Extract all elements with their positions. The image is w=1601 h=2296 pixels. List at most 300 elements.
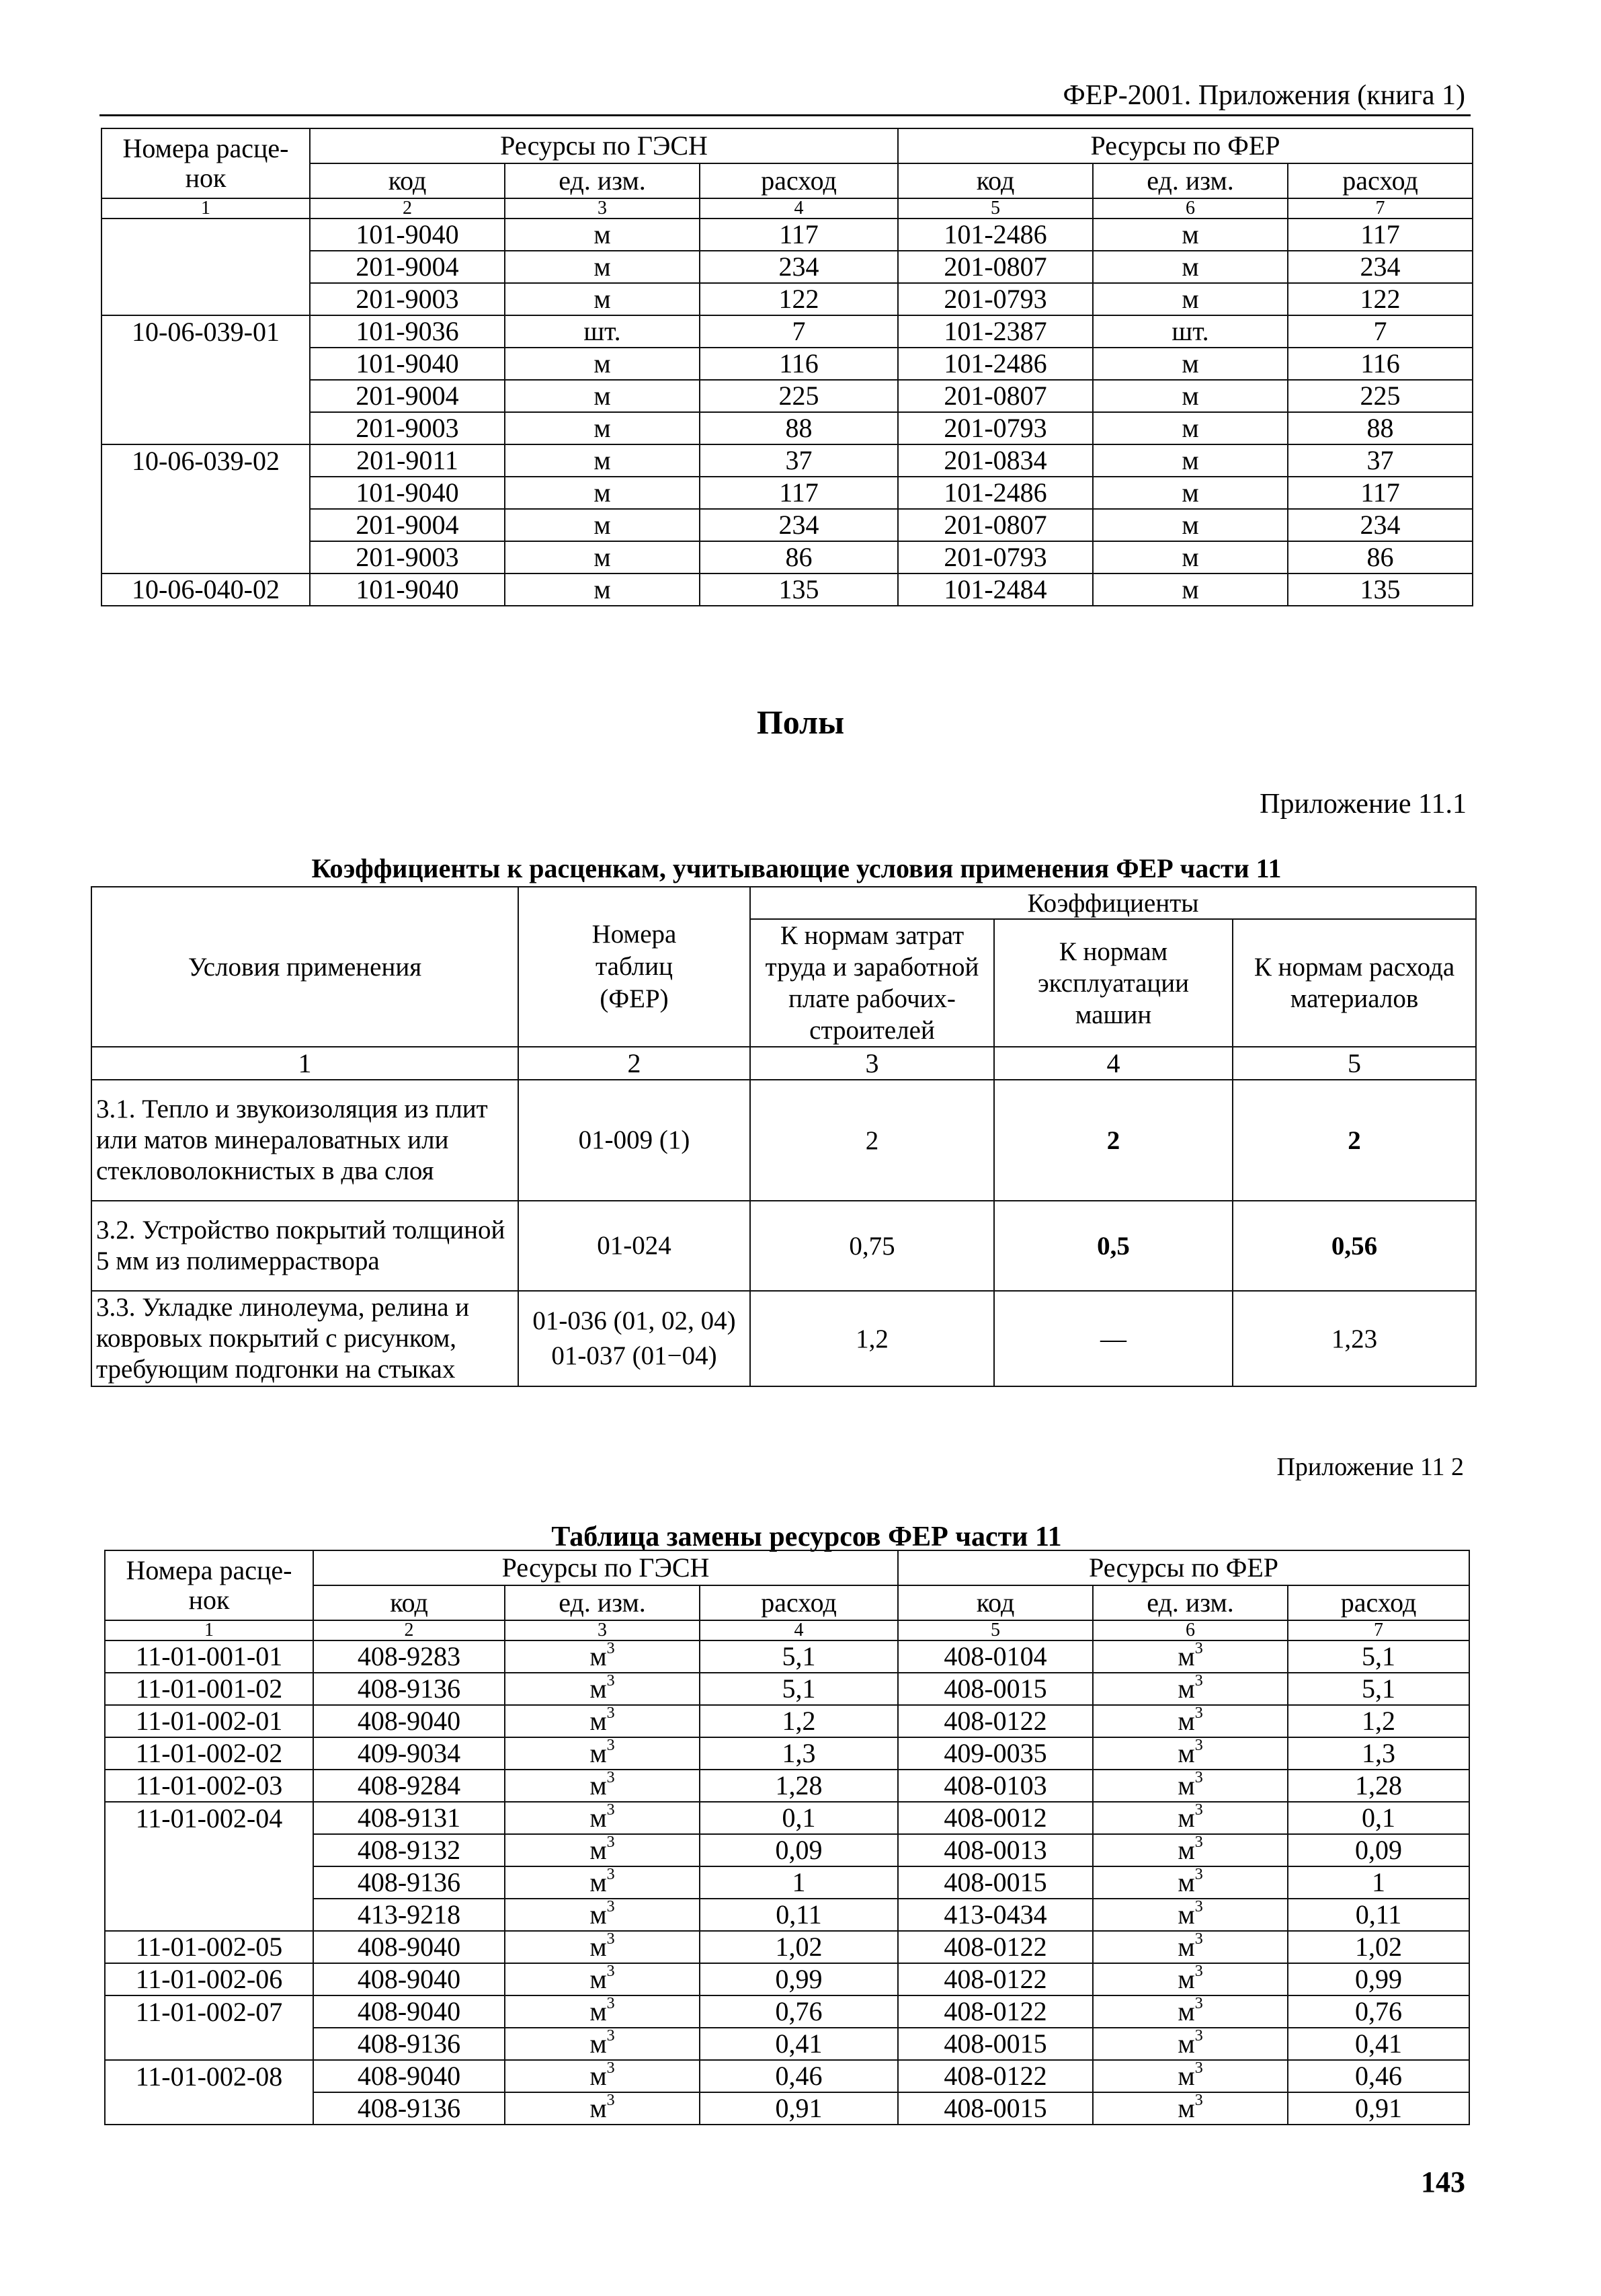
unit-cell bbox=[1093, 1963, 1288, 1995]
gesn-usage-cell: 116 bbox=[700, 348, 898, 380]
fer-usage-cell: 116 bbox=[1288, 348, 1473, 380]
labor-coefficient-cell: 0,75 bbox=[750, 1201, 994, 1291]
gesn-code-cell: 408-9040 bbox=[313, 1931, 505, 1963]
table-row bbox=[105, 1995, 1469, 2028]
gesn-usage-cell: 0,76 bbox=[700, 1995, 898, 2028]
unit-base: м bbox=[589, 1641, 607, 1671]
unit-exponent: 3 bbox=[606, 1834, 615, 1852]
rate-number-cell: 11-01-002-06 bbox=[105, 1963, 313, 1995]
unit-exponent: 3 bbox=[1194, 1640, 1203, 1658]
running-header: ФЕР-2001. Приложения (книга 1) bbox=[1063, 80, 1465, 111]
unit-cell bbox=[505, 1866, 700, 1899]
unit-cell bbox=[1093, 1802, 1288, 1834]
unit-base: м bbox=[589, 1932, 607, 1962]
fer-code-cell: 408-0015 bbox=[898, 2028, 1093, 2060]
gesn-usage-cell: 1,28 bbox=[700, 1770, 898, 1802]
unit-base: м bbox=[1178, 2028, 1195, 2059]
gesn-code-cell: 101-9040 bbox=[310, 477, 505, 509]
col-code-header: код bbox=[310, 163, 505, 198]
fer-unit-cell: м bbox=[1093, 573, 1288, 606]
rate-number-cell bbox=[105, 1899, 313, 1931]
gesn-code-cell: 408-9284 bbox=[313, 1770, 505, 1802]
fer-code-cell: 408-0122 bbox=[898, 1931, 1093, 1963]
unit-exponent: 3 bbox=[1194, 1802, 1203, 1819]
rate-number-cell bbox=[101, 412, 310, 444]
table-row bbox=[101, 412, 1473, 444]
unit-base: м bbox=[1178, 1803, 1195, 1833]
fer-usage-cell: 1,02 bbox=[1288, 1931, 1469, 1963]
unit-cell bbox=[505, 2092, 700, 2125]
col-unit-header: ед. изм. bbox=[505, 1585, 700, 1620]
rate-number-cell bbox=[105, 2028, 313, 2060]
fer-unit-cell: м bbox=[1093, 412, 1288, 444]
unit-base: м bbox=[1178, 1835, 1195, 1865]
gesn-unit-cell: м bbox=[505, 283, 700, 315]
gesn-usage-cell: 86 bbox=[700, 541, 898, 573]
unit-exponent: 3 bbox=[606, 2028, 615, 2045]
gesn-code-cell: 201-9011 bbox=[310, 444, 505, 477]
fer-usage-cell: 0,91 bbox=[1288, 2092, 1469, 2125]
gesn-code-cell: 408-9283 bbox=[313, 1640, 505, 1673]
table-caption: Коэффициенты к расценкам, учитывающие условия применения ФЕР части 11 bbox=[311, 853, 1282, 883]
fer-usage-cell: 86 bbox=[1288, 541, 1473, 573]
gesn-unit-cell: м bbox=[505, 412, 700, 444]
gesn-usage-cell: 135 bbox=[700, 573, 898, 606]
table-row bbox=[91, 1201, 1476, 1291]
unit-exponent: 3 bbox=[606, 1673, 615, 1690]
gesn-code-cell: 408-9136 bbox=[313, 2028, 505, 2060]
table-row bbox=[101, 348, 1473, 380]
gesn-code-cell: 201-9004 bbox=[310, 509, 505, 541]
table-row bbox=[105, 1931, 1469, 1963]
gesn-code-cell: 408-9132 bbox=[313, 1834, 505, 1866]
gesn-usage-cell: 1,02 bbox=[700, 1931, 898, 1963]
col-number: 1 bbox=[101, 198, 310, 219]
resources-table-continued bbox=[101, 128, 1473, 606]
table-row bbox=[105, 1737, 1469, 1770]
table-row bbox=[91, 1291, 1476, 1386]
col-number: 5 bbox=[898, 1620, 1093, 1640]
gesn-code-cell: 408-9040 bbox=[313, 2060, 505, 2092]
condition-cell: 3.3. Укладке линолеума, релина и ковровых покрытий с рисунком, требующим подгонки на стыках bbox=[91, 1291, 518, 1386]
fer-code-cell: 413-0434 bbox=[898, 1899, 1093, 1931]
fer-unit-cell: м bbox=[1093, 477, 1288, 509]
unit-exponent: 3 bbox=[1194, 2028, 1203, 2045]
unit-base: м bbox=[1178, 2093, 1195, 2123]
unit-exponent: 3 bbox=[1194, 1931, 1203, 1948]
col-number: 2 bbox=[310, 198, 505, 219]
table-row bbox=[101, 219, 1473, 251]
gesn-usage-cell: 234 bbox=[700, 251, 898, 283]
unit-cell bbox=[1093, 1705, 1288, 1737]
unit-exponent: 3 bbox=[606, 1866, 615, 1884]
gesn-unit-cell: м bbox=[505, 444, 700, 477]
col-number: 6 bbox=[1093, 1620, 1288, 1640]
fer-code-cell: 101-2486 bbox=[898, 477, 1093, 509]
unit-exponent: 3 bbox=[1194, 1705, 1203, 1723]
fer-code-cell: 201-0834 bbox=[898, 444, 1093, 477]
gesn-usage-cell: 225 bbox=[700, 380, 898, 412]
gesn-code-cell: 101-9040 bbox=[310, 348, 505, 380]
fer-usage-cell: 1,28 bbox=[1288, 1770, 1469, 1802]
fer-code-cell: 101-2484 bbox=[898, 573, 1093, 606]
table-row bbox=[105, 1770, 1469, 1802]
unit-exponent: 3 bbox=[1194, 1770, 1203, 1787]
rate-number-cell: 11-01-002-01 bbox=[105, 1705, 313, 1737]
rate-number-cell bbox=[101, 541, 310, 573]
unit-exponent: 3 bbox=[606, 1770, 615, 1787]
fer-usage-cell: 234 bbox=[1288, 509, 1473, 541]
col-coefficients-header: Коэффициенты bbox=[750, 887, 1476, 919]
col-code-header: код bbox=[898, 163, 1093, 198]
unit-cell bbox=[1093, 1673, 1288, 1705]
unit-exponent: 3 bbox=[606, 1640, 615, 1658]
gesn-usage-cell: 7 bbox=[700, 315, 898, 348]
unit-base: м bbox=[1178, 1932, 1195, 1962]
gesn-code-cell: 201-9004 bbox=[310, 380, 505, 412]
unit-cell bbox=[505, 1705, 700, 1737]
col-number: 1 bbox=[105, 1620, 313, 1640]
col-unit-header: ед. изм. bbox=[1093, 1585, 1288, 1620]
unit-exponent: 3 bbox=[1194, 1737, 1203, 1755]
col-usage-header: расход bbox=[1288, 163, 1473, 198]
unit-base: м bbox=[589, 1673, 607, 1704]
fer-code-cell: 201-0793 bbox=[898, 541, 1093, 573]
header-rule bbox=[99, 114, 1471, 116]
gesn-code-cell: 408-9040 bbox=[313, 1705, 505, 1737]
gesn-code-cell: 408-9040 bbox=[313, 1963, 505, 1995]
rate-number-cell: 10-06-039-01 bbox=[101, 315, 310, 348]
col-materials-header: К нормам расхода материалов bbox=[1233, 919, 1476, 1047]
unit-base: м bbox=[1178, 1673, 1195, 1704]
table-row bbox=[105, 2028, 1469, 2060]
gesn-usage-cell: 0,11 bbox=[700, 1899, 898, 1931]
unit-base: м bbox=[1178, 1738, 1195, 1768]
fer-usage-cell: 225 bbox=[1288, 380, 1473, 412]
col-gesn-header: Ресурсы по ГЭСН bbox=[313, 1550, 898, 1585]
fer-usage-cell: 1 bbox=[1288, 1866, 1469, 1899]
gesn-code-cell: 408-9136 bbox=[313, 2092, 505, 2125]
gesn-unit-cell: м bbox=[505, 380, 700, 412]
fer-usage-cell: 0,09 bbox=[1288, 1834, 1469, 1866]
unit-cell bbox=[505, 1995, 700, 2028]
table-row bbox=[91, 1080, 1476, 1201]
unit-exponent: 3 bbox=[1194, 1673, 1203, 1690]
unit-base: м bbox=[1178, 1899, 1195, 1930]
appendix-label: Приложение 11.1 bbox=[1260, 789, 1467, 820]
fer-code-cell: 409-0035 bbox=[898, 1737, 1093, 1770]
col-usage-header: расход bbox=[700, 163, 898, 198]
fer-usage-cell: 0,41 bbox=[1288, 2028, 1469, 2060]
table-row bbox=[105, 1834, 1469, 1866]
unit-base: м bbox=[589, 1835, 607, 1865]
table-caption: Таблица замены ресурсов ФЕР части 11 bbox=[551, 1521, 1062, 1552]
unit-cell bbox=[505, 1673, 700, 1705]
gesn-code-cell: 201-9003 bbox=[310, 541, 505, 573]
rate-number-cell: 11-01-002-05 bbox=[105, 1931, 313, 1963]
gesn-usage-cell: 37 bbox=[700, 444, 898, 477]
unit-base: м bbox=[589, 1738, 607, 1768]
table-number: 01-024 bbox=[597, 1231, 671, 1260]
fer-code-cell: 201-0807 bbox=[898, 251, 1093, 283]
col-code-header: код bbox=[313, 1585, 505, 1620]
unit-cell bbox=[505, 1963, 700, 1995]
table-row bbox=[105, 1899, 1469, 1931]
fer-unit-cell: м bbox=[1093, 444, 1288, 477]
col-rates-header: Номера расце- нок bbox=[105, 1550, 313, 1620]
fer-code-cell: 201-0807 bbox=[898, 380, 1093, 412]
col-gesn-header: Ресурсы по ГЭСН bbox=[310, 128, 898, 163]
unit-base: м bbox=[1178, 1641, 1195, 1671]
gesn-unit-cell: шт. bbox=[505, 315, 700, 348]
fer-usage-cell: 5,1 bbox=[1288, 1640, 1469, 1673]
table-numbers-cell bbox=[518, 1080, 750, 1201]
fer-code-cell: 408-0015 bbox=[898, 1866, 1093, 1899]
rate-number-cell: 11-01-002-04 bbox=[105, 1802, 313, 1834]
gesn-code-cell: 101-9036 bbox=[310, 315, 505, 348]
fer-code-cell: 408-0122 bbox=[898, 1705, 1093, 1737]
materials-coefficient-cell: 1,23 bbox=[1233, 1291, 1476, 1386]
fer-usage-cell: 1,2 bbox=[1288, 1705, 1469, 1737]
fer-code-cell: 201-0793 bbox=[898, 283, 1093, 315]
gesn-code-cell: 201-9004 bbox=[310, 251, 505, 283]
rate-number-cell bbox=[105, 2092, 313, 2125]
machines-coefficient-cell: — bbox=[994, 1291, 1233, 1386]
gesn-unit-cell: м bbox=[505, 251, 700, 283]
table-row bbox=[101, 509, 1473, 541]
unit-exponent: 3 bbox=[606, 1802, 615, 1819]
col-number: 1 bbox=[91, 1047, 518, 1080]
gesn-unit-cell: м bbox=[505, 573, 700, 606]
gesn-usage-cell: 0,09 bbox=[700, 1834, 898, 1866]
fer-usage-cell: 117 bbox=[1288, 219, 1473, 251]
col-machines-header: К нормам эксплуатации машин bbox=[994, 919, 1233, 1047]
unit-exponent: 3 bbox=[606, 1705, 615, 1723]
fer-code-cell: 408-0015 bbox=[898, 2092, 1093, 2125]
col-code-header: код bbox=[898, 1585, 1093, 1620]
gesn-usage-cell: 0,91 bbox=[700, 2092, 898, 2125]
fer-usage-cell: 0,1 bbox=[1288, 1802, 1469, 1834]
gesn-usage-cell: 1,3 bbox=[700, 1737, 898, 1770]
fer-code-cell: 408-0122 bbox=[898, 1963, 1093, 1995]
rate-number-cell: 11-01-002-08 bbox=[105, 2060, 313, 2092]
fer-unit-cell: м bbox=[1093, 348, 1288, 380]
unit-exponent: 3 bbox=[1194, 1834, 1203, 1852]
gesn-usage-cell: 0,99 bbox=[700, 1963, 898, 1995]
gesn-code-cell: 408-9136 bbox=[313, 1866, 505, 1899]
appendix-label: Приложение 11 2 bbox=[1276, 1453, 1464, 1481]
unit-base: м bbox=[589, 1964, 607, 1994]
col-number: 3 bbox=[505, 198, 700, 219]
table-row bbox=[105, 1705, 1469, 1737]
gesn-usage-cell: 117 bbox=[700, 219, 898, 251]
rate-number-cell bbox=[101, 509, 310, 541]
coefficients-table bbox=[91, 886, 1477, 1387]
table-row bbox=[101, 315, 1473, 348]
col-usage-header: расход bbox=[1288, 1585, 1469, 1620]
unit-exponent: 3 bbox=[1194, 2092, 1203, 2110]
col-number: 7 bbox=[1288, 1620, 1469, 1640]
col-number: 3 bbox=[750, 1047, 994, 1080]
rate-number-cell: 11-01-001-02 bbox=[105, 1673, 313, 1705]
gesn-usage-cell: 1,2 bbox=[700, 1705, 898, 1737]
col-unit-header: ед. изм. bbox=[505, 163, 700, 198]
materials-coefficient-cell: 2 bbox=[1233, 1080, 1476, 1201]
fer-code-cell: 101-2486 bbox=[898, 219, 1093, 251]
col-number: 7 bbox=[1288, 198, 1473, 219]
unit-cell bbox=[505, 1802, 700, 1834]
unit-cell bbox=[1093, 2060, 1288, 2092]
gesn-code-cell: 413-9218 bbox=[313, 1899, 505, 1931]
unit-cell bbox=[1093, 1737, 1288, 1770]
table-row bbox=[105, 1963, 1469, 1995]
col-tables-header: Номера таблиц (ФЕР) bbox=[518, 887, 750, 1047]
gesn-usage-cell: 122 bbox=[700, 283, 898, 315]
fer-usage-cell: 0,11 bbox=[1288, 1899, 1469, 1931]
fer-code-cell: 408-0013 bbox=[898, 1834, 1093, 1866]
table-row bbox=[105, 1640, 1469, 1673]
gesn-code-cell: 408-9136 bbox=[313, 1673, 505, 1705]
unit-base: м bbox=[1178, 1706, 1195, 1736]
gesn-usage-cell: 0,41 bbox=[700, 2028, 898, 2060]
fer-usage-cell: 122 bbox=[1288, 283, 1473, 315]
fer-usage-cell: 135 bbox=[1288, 573, 1473, 606]
unit-cell bbox=[1093, 2028, 1288, 2060]
col-conditions-header: Условия применения bbox=[91, 887, 518, 1047]
gesn-code-cell: 101-9040 bbox=[310, 219, 505, 251]
unit-cell bbox=[1093, 1834, 1288, 1866]
unit-cell bbox=[505, 1834, 700, 1866]
col-unit-header: ед. изм. bbox=[1093, 163, 1288, 198]
table-numbers-cell bbox=[518, 1291, 750, 1386]
gesn-usage-cell: 5,1 bbox=[700, 1640, 898, 1673]
fer-unit-cell: м bbox=[1093, 380, 1288, 412]
table-row bbox=[101, 380, 1473, 412]
unit-base: м bbox=[589, 1803, 607, 1833]
page-number: 143 bbox=[1421, 2166, 1465, 2199]
fer-code-cell: 101-2486 bbox=[898, 348, 1093, 380]
unit-base: м bbox=[589, 2061, 607, 2091]
fer-unit-cell: м bbox=[1093, 541, 1288, 573]
machines-coefficient-cell: 0,5 bbox=[994, 1201, 1233, 1291]
section-title: Полы bbox=[756, 703, 845, 741]
unit-cell bbox=[505, 2060, 700, 2092]
labor-coefficient-cell: 1,2 bbox=[750, 1291, 994, 1386]
unit-base: м bbox=[1178, 1964, 1195, 1994]
table-row bbox=[101, 573, 1473, 606]
fer-unit-cell: м bbox=[1093, 509, 1288, 541]
fer-code-cell: 408-0122 bbox=[898, 1995, 1093, 2028]
table-numbers-cell bbox=[518, 1201, 750, 1291]
table-row bbox=[105, 2060, 1469, 2092]
fer-code-cell: 408-0104 bbox=[898, 1640, 1093, 1673]
unit-cell bbox=[505, 1770, 700, 1802]
gesn-code-cell: 101-9040 bbox=[310, 573, 505, 606]
unit-exponent: 3 bbox=[1194, 1963, 1203, 1981]
labor-coefficient-cell: 2 bbox=[750, 1080, 994, 1201]
table-row bbox=[105, 1866, 1469, 1899]
fer-unit-cell: м bbox=[1093, 219, 1288, 251]
machines-coefficient-cell: 2 bbox=[994, 1080, 1233, 1201]
gesn-code-cell: 409-9034 bbox=[313, 1737, 505, 1770]
fer-unit-cell: м bbox=[1093, 283, 1288, 315]
table-row bbox=[101, 444, 1473, 477]
gesn-code-cell: 408-9040 bbox=[313, 1995, 505, 2028]
col-fer-header: Ресурсы по ФЕР bbox=[898, 128, 1473, 163]
fer-usage-cell: 7 bbox=[1288, 315, 1473, 348]
gesn-unit-cell: м bbox=[505, 541, 700, 573]
unit-exponent: 3 bbox=[1194, 1899, 1203, 1916]
rate-number-cell bbox=[101, 219, 310, 251]
table-row bbox=[101, 477, 1473, 509]
fer-unit-cell: шт. bbox=[1093, 315, 1288, 348]
fer-usage-cell: 88 bbox=[1288, 412, 1473, 444]
unit-cell bbox=[1093, 1770, 1288, 1802]
fer-unit-cell: м bbox=[1093, 251, 1288, 283]
condition-cell: 3.2. Устройство покрытий толщиной 5 мм из полимерраствора bbox=[91, 1201, 518, 1291]
rate-number-cell bbox=[101, 283, 310, 315]
rate-number-cell bbox=[101, 477, 310, 509]
col-number: 3 bbox=[505, 1620, 700, 1640]
rate-number-cell: 11-01-002-03 bbox=[105, 1770, 313, 1802]
gesn-usage-cell: 88 bbox=[700, 412, 898, 444]
col-number: 4 bbox=[994, 1047, 1233, 1080]
col-number: 6 bbox=[1093, 198, 1288, 219]
fer-code-cell: 101-2387 bbox=[898, 315, 1093, 348]
rate-number-cell bbox=[101, 251, 310, 283]
unit-exponent: 3 bbox=[606, 1899, 615, 1916]
gesn-code-cell: 201-9003 bbox=[310, 283, 505, 315]
unit-cell bbox=[505, 1899, 700, 1931]
unit-exponent: 3 bbox=[1194, 1995, 1203, 2013]
table-row bbox=[105, 1802, 1469, 1834]
unit-exponent: 3 bbox=[606, 1963, 615, 1981]
table-row bbox=[101, 283, 1473, 315]
unit-base: м bbox=[589, 1867, 607, 1897]
table-row bbox=[101, 251, 1473, 283]
unit-base: м bbox=[1178, 1996, 1195, 2026]
gesn-code-cell: 408-9131 bbox=[313, 1802, 505, 1834]
unit-base: м bbox=[589, 2028, 607, 2059]
gesn-usage-cell: 117 bbox=[700, 477, 898, 509]
unit-base: м bbox=[1178, 1867, 1195, 1897]
fer-code-cell: 201-0793 bbox=[898, 412, 1093, 444]
fer-usage-cell: 0,99 bbox=[1288, 1963, 1469, 1995]
unit-cell bbox=[505, 1640, 700, 1673]
unit-cell bbox=[1093, 2092, 1288, 2125]
fer-usage-cell: 234 bbox=[1288, 251, 1473, 283]
rate-number-cell: 11-01-001-01 bbox=[105, 1640, 313, 1673]
unit-exponent: 3 bbox=[606, 1995, 615, 2013]
resource-replacement-table bbox=[104, 1550, 1470, 2125]
gesn-unit-cell: м bbox=[505, 477, 700, 509]
unit-base: м bbox=[589, 1899, 607, 1930]
gesn-unit-cell: м bbox=[505, 348, 700, 380]
unit-cell bbox=[1093, 1866, 1288, 1899]
fer-code-cell: 201-0807 bbox=[898, 509, 1093, 541]
table-row bbox=[101, 541, 1473, 573]
table-row bbox=[105, 2092, 1469, 2125]
unit-cell bbox=[505, 1737, 700, 1770]
fer-usage-cell: 117 bbox=[1288, 477, 1473, 509]
rate-number-cell: 10-06-039-02 bbox=[101, 444, 310, 477]
gesn-unit-cell: м bbox=[505, 219, 700, 251]
gesn-code-cell: 201-9003 bbox=[310, 412, 505, 444]
gesn-unit-cell: м bbox=[505, 509, 700, 541]
col-labor-header: К нормам затрат труда и заработной плате рабочих-строителей bbox=[750, 919, 994, 1047]
unit-exponent: 3 bbox=[606, 1931, 615, 1948]
fer-usage-cell: 1,3 bbox=[1288, 1737, 1469, 1770]
